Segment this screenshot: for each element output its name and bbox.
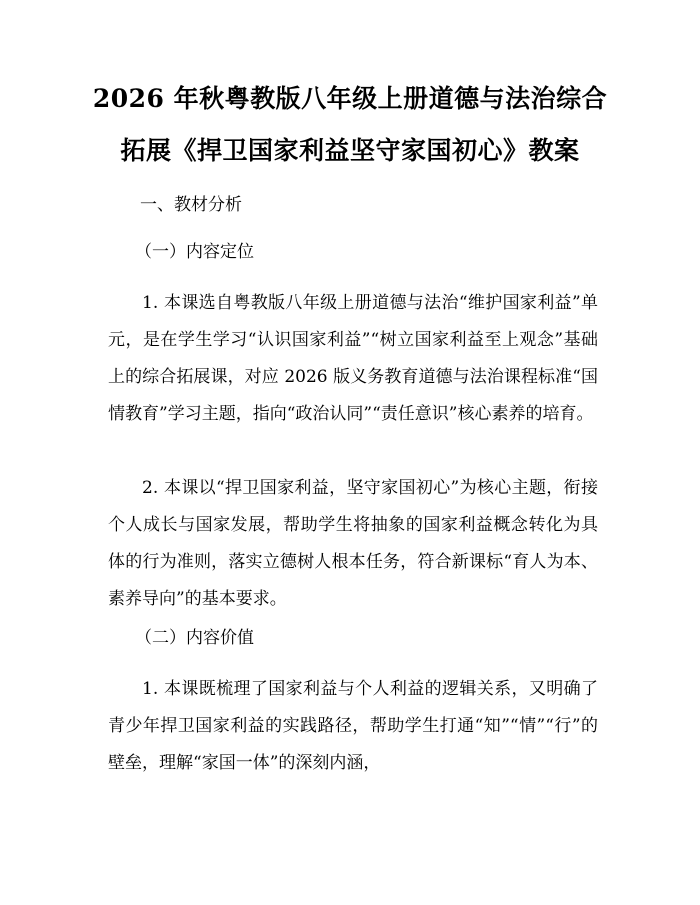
document-title-line-1: 2026 年秋粤教版八年级上册道德与法治综合: [92, 84, 608, 113]
paragraph-1-text: 1. 本课选自粤教版八年级上册道德与法治“维护国家利益”单元，是在学生学习“认识国家利益”“树立国家利益至上观念”基础上的综合拓展课，对应 2026 版义务教育道德与法治课程标准“国情教育”学习主题，指向“政治认同”“责任意识”核心素养的培育。: [108, 293, 598, 424]
paragraph-2-text: 2. 本课以“捍卫国家利益，坚守家国初心”为核心主题，衔接个人成长与国家发展，帮助学生将抽象的国家利益概念转化为具体的行为准则，落实立德树人根本任务，符合新课标“育人为本、素养导向”的基本要求。: [108, 478, 598, 609]
paragraph-3: [108, 671, 598, 782]
section-heading-textbook-analysis: 一、教材分析: [140, 195, 242, 215]
paragraph-3-text: 1. 本课既梳理了国家利益与个人利益的逻辑关系，又明确了青少年捍卫国家利益的实践路径，帮助学生打通“知”“情”“行”的壁垒，理解“家国一体”的深刻内涵，: [108, 679, 598, 773]
document-title-line-2: 拓展《捍卫国家利益坚守家国初心》教案: [120, 136, 580, 165]
paragraph-2: [108, 470, 598, 618]
paragraph-1: [108, 285, 598, 433]
subsection-heading-content-value: （二）内容价值: [135, 628, 254, 648]
subsection-heading-content-positioning: （一）内容定位: [135, 242, 254, 262]
